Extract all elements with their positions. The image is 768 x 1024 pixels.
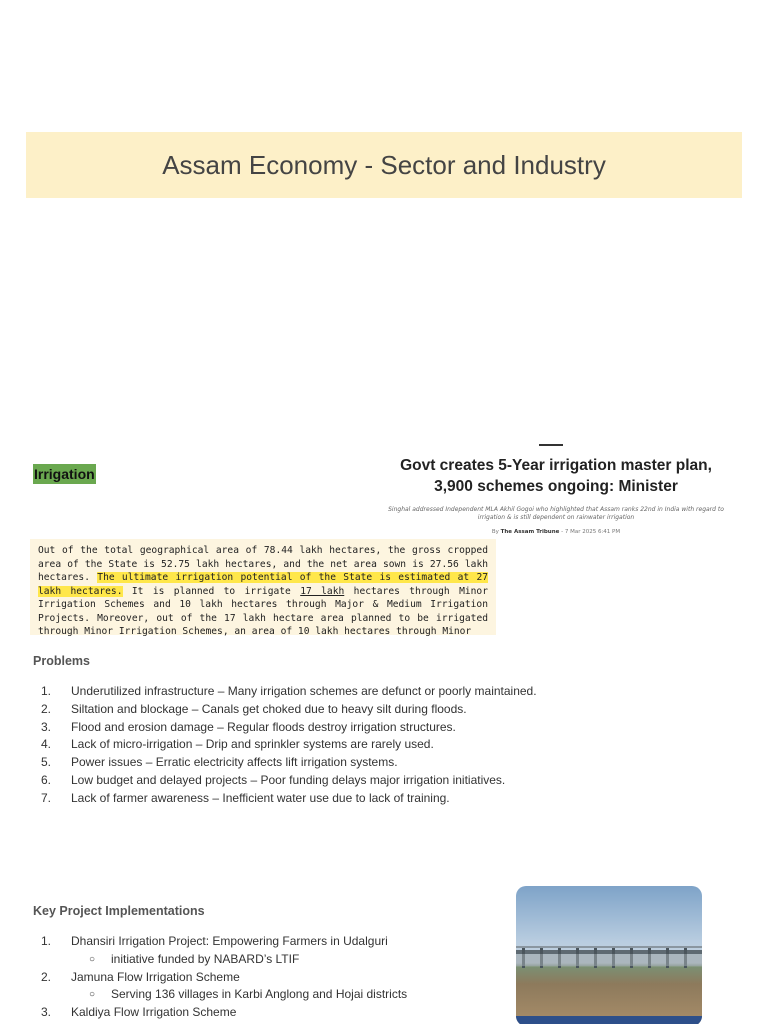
barrage-illustration bbox=[516, 936, 702, 970]
sub-list-text: initiative funded by NABARD’s LTIF bbox=[111, 951, 300, 966]
list-item bbox=[33, 969, 407, 987]
list-text: Lack of micro-irrigation – Drip and sprinkler systems are rarely used. bbox=[71, 737, 434, 752]
projects-heading: Key Project Implementations bbox=[33, 904, 205, 918]
report-excerpt bbox=[30, 539, 496, 635]
byline-source: The Assam Tribune bbox=[500, 529, 560, 535]
list-number: 4. bbox=[41, 737, 52, 752]
list-number: 3. bbox=[41, 1005, 52, 1020]
list-item bbox=[33, 754, 537, 772]
list-text: Flood and erosion damage – Regular floods destroy irrigation structures. bbox=[71, 719, 456, 734]
projects-list bbox=[33, 933, 407, 1022]
news-summary: Singhal addressed Independent MLA Akhil Gogoi who highlighted that Assam ranks 22nd in India with regard to irrigation & is still dependent on rainwater irrigation bbox=[388, 506, 724, 521]
list-item bbox=[33, 790, 537, 808]
list-text: Kaldiya Flow Irrigation Scheme bbox=[71, 1005, 237, 1020]
page-title: Assam Economy - Sector and Industry bbox=[162, 149, 606, 180]
news-headline-line1: Govt creates 5-Year irrigation master plan, bbox=[400, 457, 712, 474]
list-item bbox=[33, 719, 537, 737]
news-divider bbox=[539, 444, 563, 446]
problems-list bbox=[33, 683, 537, 808]
barrage-photo bbox=[516, 886, 702, 1024]
news-headline bbox=[378, 455, 734, 497]
byline-date: - 7 Mar 2025 6:41 PM bbox=[559, 529, 621, 535]
sub-list-text: Serving 136 villages in Karbi Anglong and Hojai districts bbox=[111, 987, 408, 1002]
list-number: 7. bbox=[41, 790, 52, 805]
photo-caption-bar bbox=[516, 1016, 702, 1024]
list-number: 3. bbox=[41, 719, 52, 734]
list-text: Underutilized infrastructure – Many irrigation schemes are defunct or poorly maintained. bbox=[71, 684, 537, 698]
list-text: Lack of farmer awareness – Inefficient water use due to lack of training. bbox=[71, 790, 450, 805]
list-number: 5. bbox=[41, 755, 52, 770]
section-label-irrigation: Irrigation bbox=[34, 466, 95, 482]
list-text: Siltation and blockage – Canals get choked due to heavy silt during floods. bbox=[71, 701, 467, 716]
list-number: 6. bbox=[41, 772, 52, 787]
list-number: 2. bbox=[41, 969, 52, 984]
title-banner bbox=[26, 132, 742, 198]
list-text: Jamuna Flow Irrigation Scheme bbox=[71, 969, 240, 984]
list-item bbox=[33, 736, 537, 754]
news-clipping bbox=[378, 440, 734, 544]
list-text: Low budget and delayed projects – Poor funding delays major irrigation initiatives. bbox=[71, 772, 506, 787]
excerpt-underlined: 17 lakh bbox=[300, 585, 345, 597]
sub-list-item bbox=[33, 951, 407, 969]
list-item bbox=[33, 683, 537, 701]
excerpt-highlight: The ultimate irrigation potential of the State is estimated at 27 lakh hectares. bbox=[38, 572, 489, 597]
byline-prefix: By bbox=[491, 529, 499, 535]
news-byline bbox=[378, 529, 734, 535]
list-number: 2. bbox=[41, 701, 52, 716]
list-number: 1. bbox=[41, 684, 52, 698]
list-item bbox=[33, 701, 537, 719]
list-text: Dhansiri Irrigation Project: Empowering Farmers in Udalguri bbox=[71, 934, 388, 948]
list-item bbox=[33, 1004, 407, 1022]
list-text: Power issues – Erratic electricity affects lift irrigation systems. bbox=[71, 755, 398, 770]
list-item bbox=[33, 933, 407, 951]
news-headline-line2: 3,900 schemes ongoing: Minister bbox=[434, 478, 678, 495]
excerpt-text-3: hectares through Minor Irrigation Schemes and 10 lakh hectares through Major & Medium Irrigation Projects. Moreover, out of the 17 lakh hectare area planned to be irrigated through Minor Irrigation Schemes, an area of 10 lakh hectares through Minor bbox=[38, 585, 488, 637]
list-number: 1. bbox=[41, 934, 52, 948]
problems-heading: Problems bbox=[33, 654, 90, 668]
list-item bbox=[33, 772, 537, 790]
excerpt-text-1: Out of the total geographical area of 78.44 lakh hectares, the gross cropped area of the State is 52.75 lakh hectares, and the net area sown is 27.56 lakh hectares. bbox=[38, 545, 488, 583]
circle-bullet-icon: ○ bbox=[89, 953, 96, 965]
sub-list-item bbox=[33, 986, 407, 1004]
circle-bullet-icon: ○ bbox=[89, 989, 96, 1001]
excerpt-text-2: It is planned to irrigate bbox=[122, 585, 301, 597]
